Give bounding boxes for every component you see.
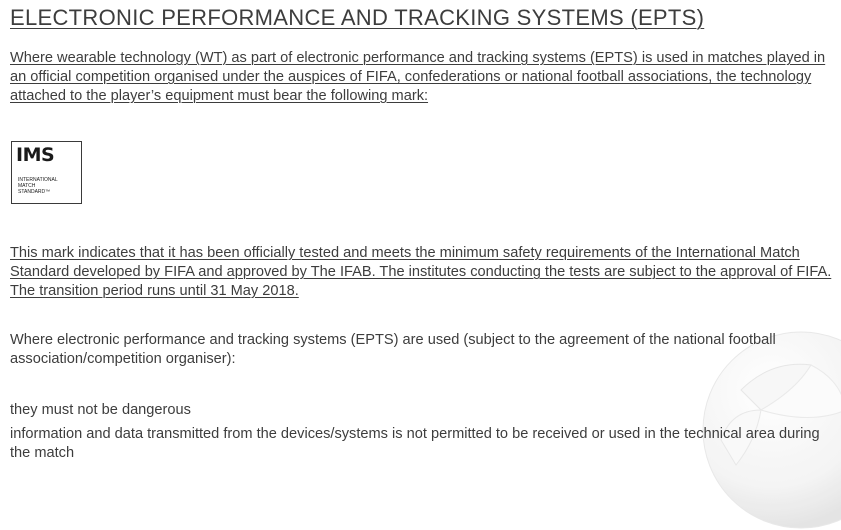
ims-logo-line: STANDARD™ [18, 189, 51, 195]
ims-logo-subtitle [18, 177, 58, 195]
condition-item: information and data transmitted from the devices/systems is not permitted to be received or used in the technical area during the match [10, 426, 820, 461]
page-title: ELECTRONIC PERFORMANCE AND TRACKING SYSTEMS (EPTS) [10, 5, 705, 30]
ims-logo-letters: IMS [16, 144, 55, 166]
ims-logo-line: INTERNATIONAL [18, 177, 58, 183]
intro-paragraph[interactable]: Where wearable technology (WT) as part of electronic performance and tracking systems (EPTS) is used in matches played in an official competition organised under the auspices of FIFA, confederations or national football associations, the technology attached to the player’s equipment must bear the following mark: [10, 50, 826, 104]
mark-explanation-paragraph[interactable]: This mark indicates that it has been officially tested and meets the minimum safety requirements of the International Match Standard developed by FIFA and approved by The IFAB. The institutes conducting the tests are subject to the approval of FIFA. The transition period runs until 31 May 2018. [10, 245, 832, 299]
condition-item: they must not be dangerous [10, 402, 191, 418]
epts-conditions-intro: Where electronic performance and tracking systems (EPTS) are used (subject to the agreement of the national football association/competition organiser): [10, 332, 776, 367]
ims-mark-logo [11, 141, 82, 204]
ims-logo-line: MATCH [18, 183, 36, 189]
